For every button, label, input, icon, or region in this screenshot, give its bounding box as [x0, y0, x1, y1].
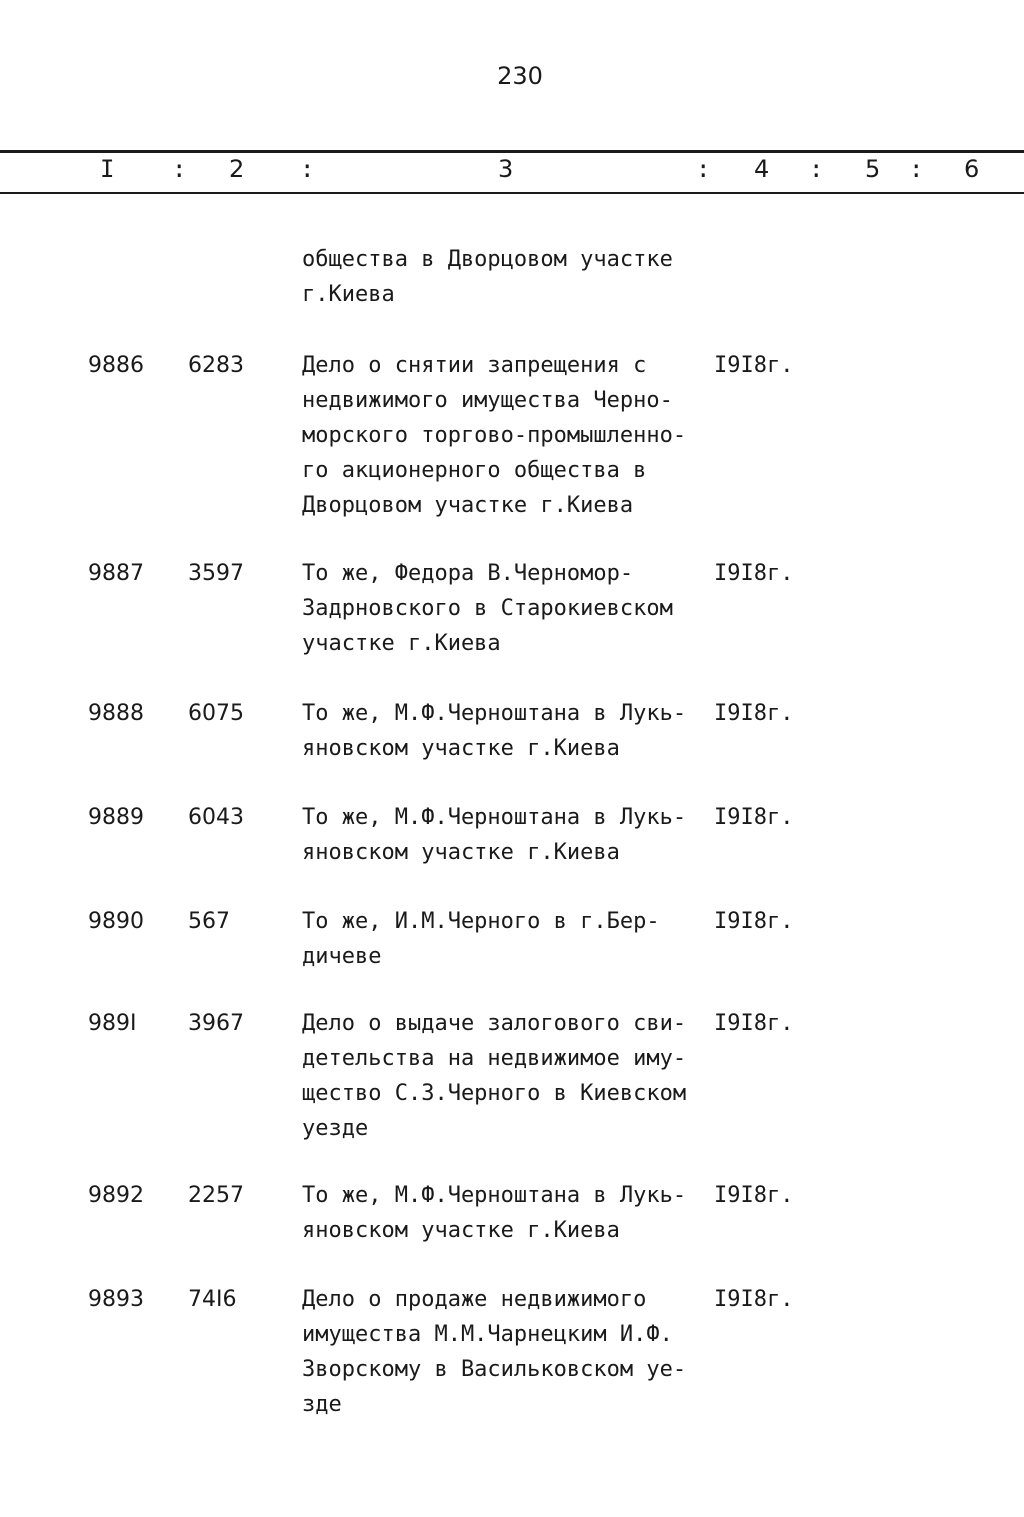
- entry-description: То же, Федора В.Черномор- Задрновского в Старокиевском участке г.Киева: [302, 561, 673, 656]
- entry-description: Дело о снятии запрещения с недвижимого имущества Черно- морского торгово-промышленно- го акционерного общества в Дворцовом участке г.Киева: [302, 353, 687, 518]
- entry-year: I9I8г.: [714, 1287, 794, 1312]
- entry-year: I9I8г.: [714, 1183, 794, 1208]
- entry-description: То же, М.Ф.Черноштана в Лукь- яновском участке г.Киева: [302, 805, 687, 865]
- entry-old-number: 567: [188, 909, 230, 934]
- entry-old-number: 6283: [188, 353, 244, 378]
- page-number: 230: [497, 62, 543, 90]
- column-header-1: I: [100, 155, 115, 183]
- entry-year: I9I8г.: [714, 909, 794, 934]
- entry-year: I9I8г.: [714, 701, 794, 726]
- entry-year: I9I8г.: [714, 561, 794, 586]
- column-header-4: 4: [754, 155, 770, 183]
- entry-number: 9892: [88, 1183, 144, 1208]
- entry-year: I9I8г.: [714, 353, 794, 378]
- entry-number: 9893: [88, 1287, 144, 1312]
- column-separator: :: [696, 155, 711, 183]
- entry-number: 9886: [88, 353, 144, 378]
- entry-number: 9887: [88, 561, 144, 586]
- entry-description: То же, И.М.Черного в г.Бер- дичеве: [302, 909, 660, 969]
- continuation-description: общества в Дворцовом участке г.Киева: [302, 247, 673, 307]
- entry-old-number: 3597: [188, 561, 244, 586]
- entry-number: 9888: [88, 701, 144, 726]
- column-separator: :: [300, 155, 315, 183]
- entry-old-number: 6043: [188, 805, 244, 830]
- column-header-3: 3: [498, 155, 514, 183]
- entry-number: 9889: [88, 805, 144, 830]
- entry-old-number: 3967: [188, 1011, 244, 1036]
- column-header-2: 2: [229, 155, 245, 183]
- column-header-5: 5: [865, 155, 881, 183]
- entry-description: То же, М.Ф.Черноштана в Лукь- яновском участке г.Киева: [302, 1183, 687, 1243]
- entry-description: То же, М.Ф.Черноштана в Лукь- яновском участке г.Киева: [302, 701, 687, 761]
- entry-description: Дело о продаже недвижимого имущества М.М.Чарнецким И.Ф. Зворскому в Васильковском уе- зде: [302, 1287, 687, 1417]
- entry-old-number: 6075: [188, 701, 244, 726]
- entry-old-number: 74I6: [188, 1287, 237, 1312]
- column-header-6: 6: [964, 155, 980, 183]
- entry-description: Дело о выдаче залогового сви- детельства на недвижимое иму- щество С.З.Черного в Киевском уезде: [302, 1011, 687, 1141]
- column-separator: :: [809, 155, 824, 183]
- entry-number: 989I: [88, 1011, 137, 1036]
- entry-year: I9I8г.: [714, 805, 794, 830]
- table-top-rule: [0, 150, 1024, 153]
- table-header-bottom-rule: [0, 192, 1024, 194]
- entry-number: 9890: [88, 909, 144, 934]
- column-separator: :: [172, 155, 187, 183]
- entry-old-number: 2257: [188, 1183, 244, 1208]
- column-separator: :: [909, 155, 924, 183]
- entry-year: I9I8г.: [714, 1011, 794, 1036]
